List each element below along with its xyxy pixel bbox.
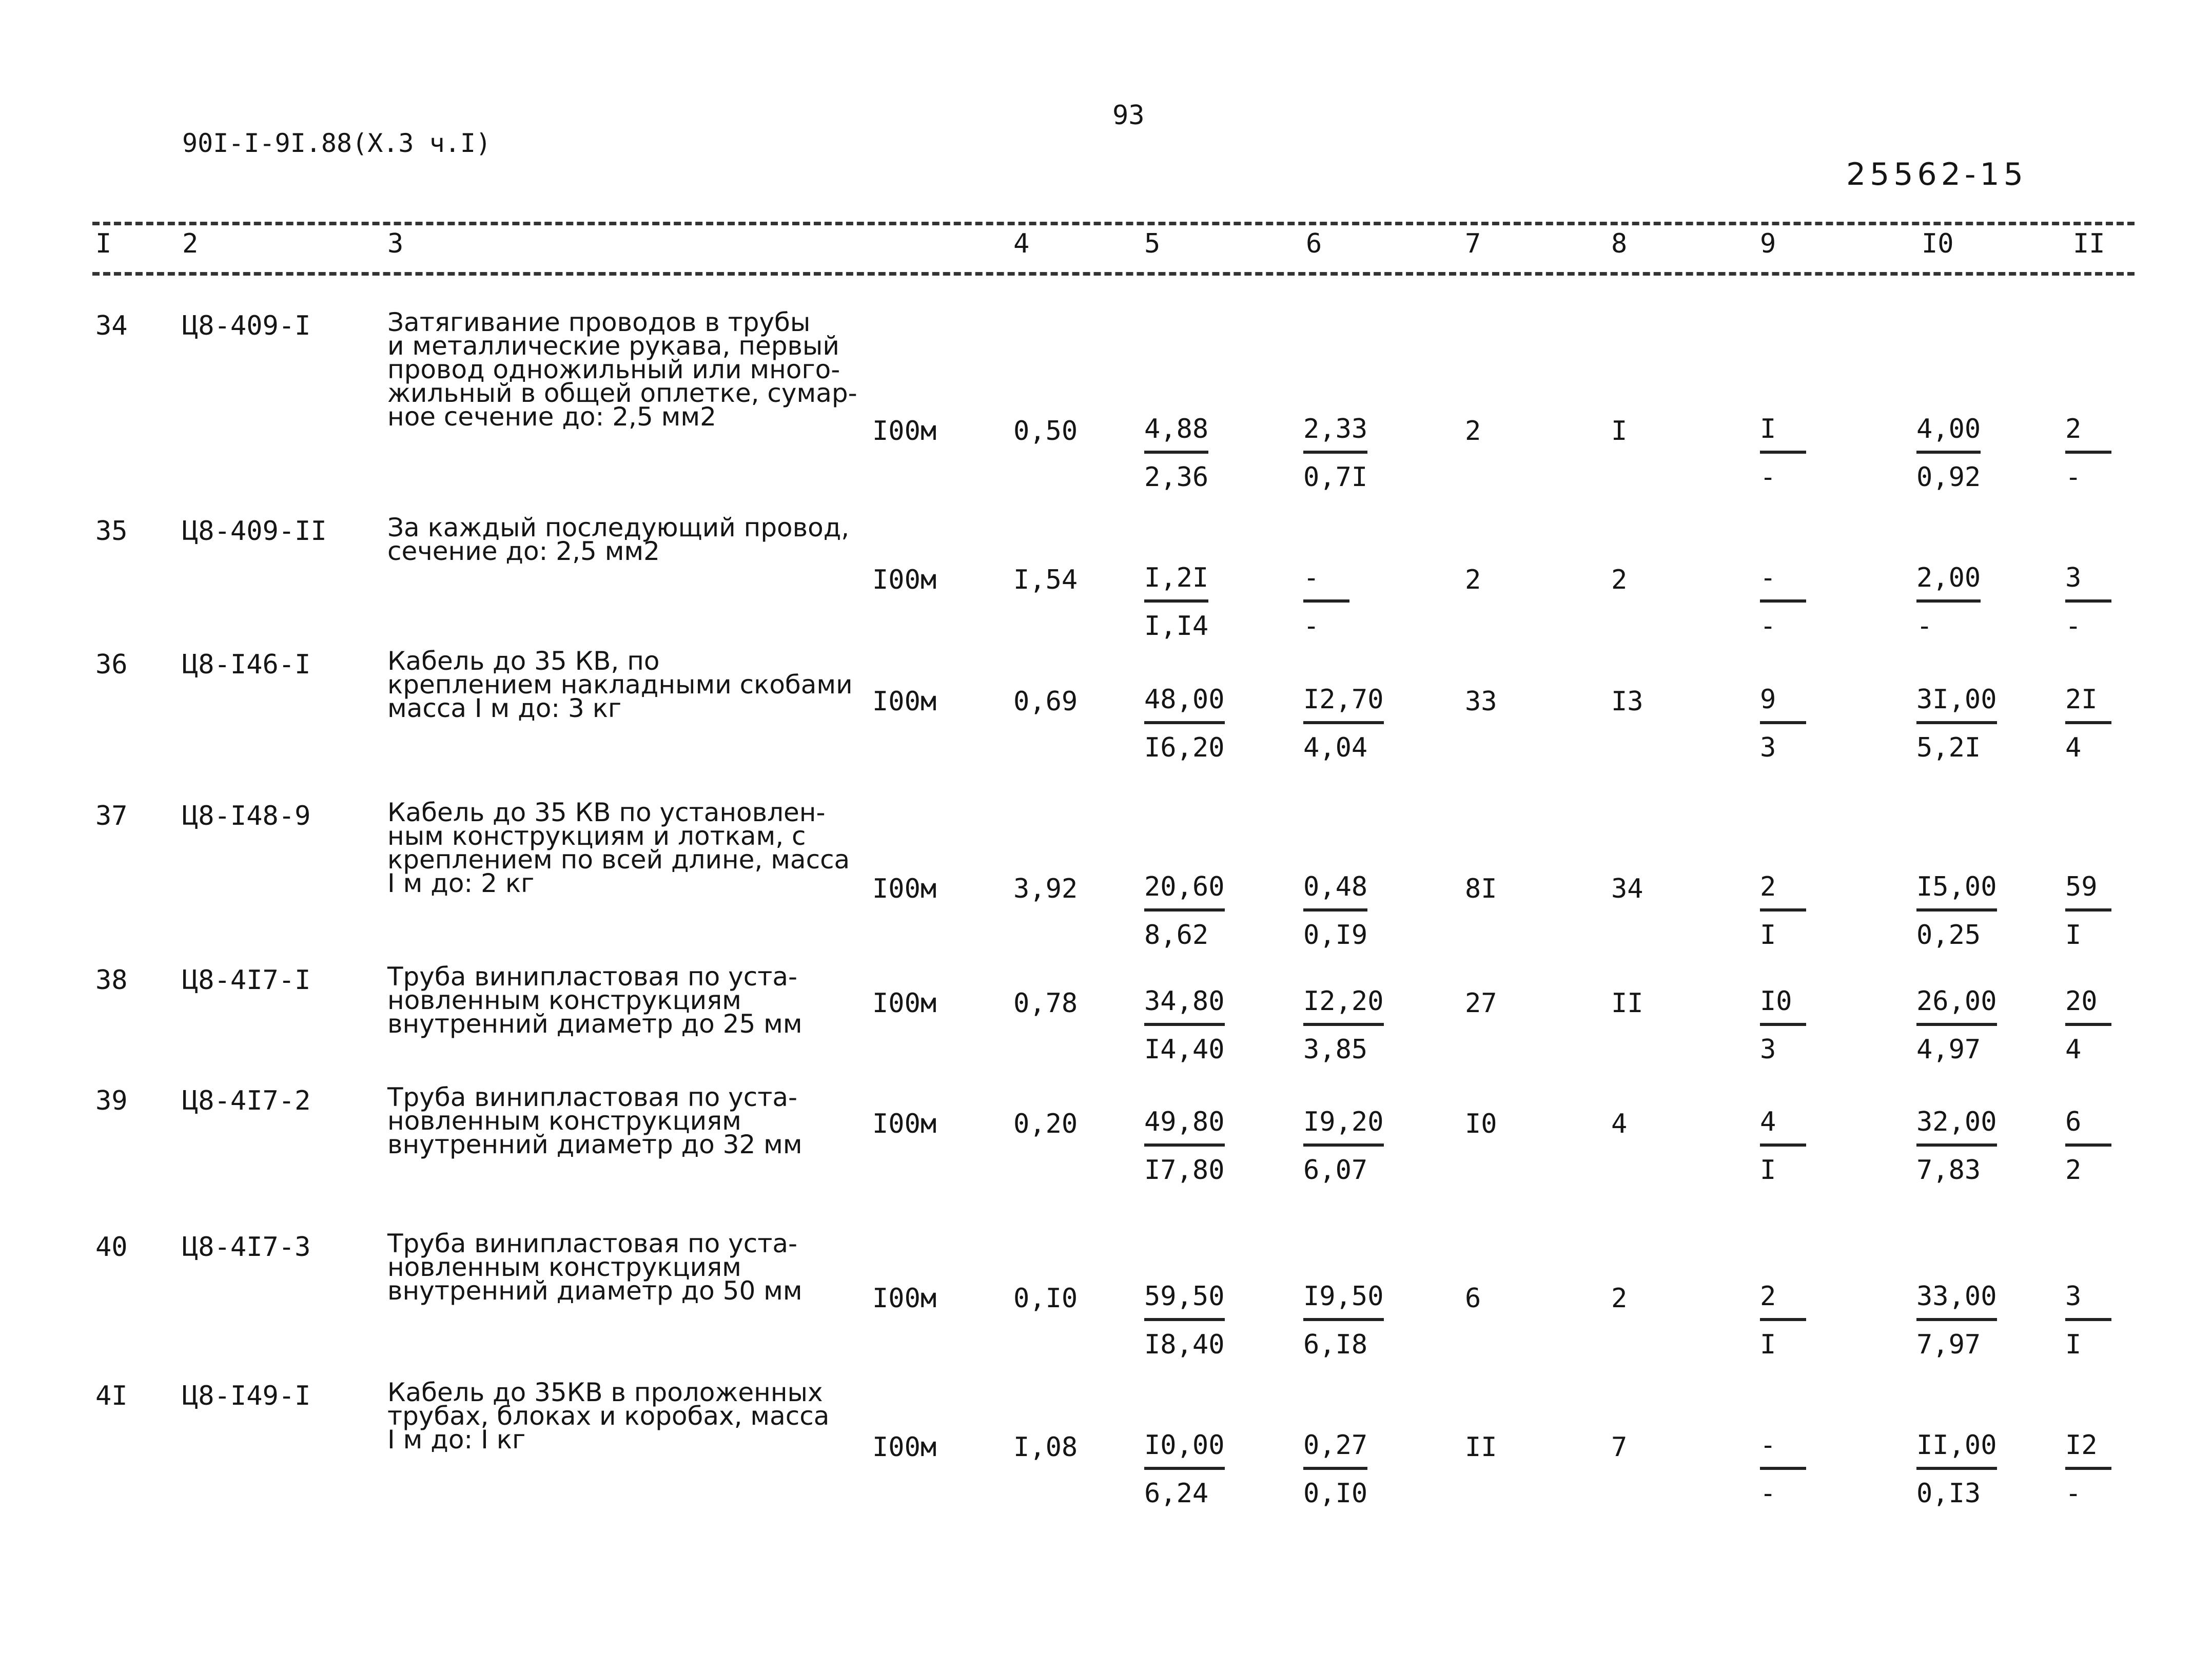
price-code: Ц8-4I7-2 xyxy=(182,1086,311,1116)
denominator: I xyxy=(1760,1155,1776,1186)
fraction-bar xyxy=(1303,1318,1384,1321)
numerator: 34,80 xyxy=(1144,986,1225,1017)
quantity: 0,20 xyxy=(1013,1109,1078,1139)
fraction-bar xyxy=(1303,1467,1367,1470)
fraction-bar xyxy=(1916,451,1981,454)
fraction-c11 xyxy=(2065,1283,2111,1358)
fraction-bar xyxy=(1760,451,1806,454)
column-header-11: II xyxy=(2073,228,2105,259)
fraction-bar xyxy=(1916,1143,1997,1147)
numerator: I xyxy=(1760,414,1776,444)
denominator: I xyxy=(2065,920,2082,951)
numerator: 9 xyxy=(1760,684,1776,715)
fraction-c11 xyxy=(2065,416,2111,491)
denominator: 0,92 xyxy=(1916,462,1981,493)
fraction-bar xyxy=(1144,599,1208,603)
fraction-bar xyxy=(1760,1143,1806,1147)
fraction-bar xyxy=(2065,908,2111,912)
denominator: 0,25 xyxy=(1916,920,1981,951)
numerator: 3 xyxy=(2065,1281,2082,1312)
work-description-line: новленным конструкциям xyxy=(387,985,741,1015)
fraction-bar xyxy=(2065,1023,2111,1026)
row-number: 35 xyxy=(95,516,128,547)
page-number: 93 xyxy=(1112,100,1145,131)
fraction-c5 xyxy=(1144,416,1208,491)
fraction-bar xyxy=(2065,1318,2111,1321)
numerator: I2,20 xyxy=(1303,986,1384,1017)
fraction-c10 xyxy=(1916,686,1997,761)
fraction-c9 xyxy=(1760,416,1806,491)
denominator: 4 xyxy=(2065,1034,2082,1065)
denominator: I,I4 xyxy=(1144,611,1209,642)
fraction-bar xyxy=(1916,1318,1997,1321)
fraction-c9 xyxy=(1760,563,1806,642)
numerator: - xyxy=(1303,563,1320,593)
fraction-bar xyxy=(1144,721,1225,724)
numerator: 3I,00 xyxy=(1916,684,1997,715)
numerator: 0,48 xyxy=(1303,871,1368,902)
document-code: 90I-I-9I.88(X.3 ч.I) xyxy=(182,128,492,158)
price-code: Ц8-I46-I xyxy=(182,649,311,680)
fraction-c10 xyxy=(1916,1283,1997,1358)
quantity: 0,I0 xyxy=(1013,1283,1078,1314)
denominator: - xyxy=(2065,462,2082,493)
quantity: I,54 xyxy=(1013,565,1078,595)
fraction-bar xyxy=(1144,908,1225,912)
denominator: 3 xyxy=(1760,732,1776,763)
row-number: 37 xyxy=(95,801,128,831)
unit: I00м xyxy=(872,1432,937,1463)
fraction-bar xyxy=(1760,721,1806,724)
denominator: I xyxy=(1760,920,1776,951)
work-description-line: и металлические рукава, первый xyxy=(387,331,839,361)
fraction-bar xyxy=(1303,451,1367,454)
fraction-bar xyxy=(1144,1467,1225,1470)
quantity: 0,69 xyxy=(1013,686,1078,717)
fraction-c10 xyxy=(1916,1109,1997,1184)
work-description-line: сечение до: 2,5 мм2 xyxy=(387,536,660,566)
work-description-line: Труба винипластовая по уста- xyxy=(387,1082,798,1112)
fraction-bar xyxy=(1916,599,1981,603)
numerator: I,2I xyxy=(1144,563,1209,593)
quantity: 3,92 xyxy=(1013,874,1078,904)
fraction-c6 xyxy=(1303,416,1367,491)
fraction-bar xyxy=(1303,908,1367,912)
column-header-10: I0 xyxy=(1922,228,1954,259)
numerator: 4 xyxy=(1760,1107,1776,1137)
fraction-c6 xyxy=(1303,1432,1367,1507)
fraction-c10 xyxy=(1916,988,1997,1063)
denominator: - xyxy=(2065,611,2082,642)
quantity: 0,50 xyxy=(1013,416,1078,447)
col-7-value: I0 xyxy=(1465,1109,1497,1139)
numerator: 4,88 xyxy=(1144,414,1209,444)
work-description-line: Труба винипластовая по уста- xyxy=(387,1229,798,1258)
numerator: I9,20 xyxy=(1303,1107,1384,1137)
unit: I00м xyxy=(872,686,937,717)
column-header-2: 2 xyxy=(182,228,199,259)
fraction-c9 xyxy=(1760,686,1806,761)
fraction-c6 xyxy=(1303,563,1349,642)
work-description-line: масса I м до: 3 кг xyxy=(387,693,622,723)
numerator: 2 xyxy=(1760,871,1776,902)
header-top-rule xyxy=(92,222,2135,225)
fraction-c9 xyxy=(1760,1109,1806,1184)
denominator: 5,2I xyxy=(1916,732,1981,763)
fraction-c10 xyxy=(1916,563,1981,642)
unit: I00м xyxy=(872,1283,937,1314)
fraction-bar xyxy=(2065,1467,2111,1470)
denominator: 6,I8 xyxy=(1303,1329,1368,1360)
denominator: 3 xyxy=(1760,1034,1776,1065)
work-description-line: Затягивание проводов в трубы xyxy=(387,307,811,337)
fraction-bar xyxy=(1144,1143,1225,1147)
fraction-bar xyxy=(1144,1023,1225,1026)
work-description-line: ным конструкциям и лоткам, с xyxy=(387,821,806,851)
col-7-value: 2 xyxy=(1465,416,1481,447)
price-code: Ц8-409-II xyxy=(182,516,327,547)
unit: I00м xyxy=(872,565,937,595)
denominator: 4,97 xyxy=(1916,1034,1981,1065)
denominator: 0,I3 xyxy=(1916,1478,1981,1509)
numerator: - xyxy=(1760,563,1776,593)
numerator: 2 xyxy=(1760,1281,1776,1312)
col-7-value: 33 xyxy=(1465,686,1497,717)
fraction-c9 xyxy=(1760,1283,1806,1358)
col-8-value: 2 xyxy=(1611,1283,1628,1314)
column-header-4: 4 xyxy=(1013,228,1030,259)
fraction-c6 xyxy=(1303,988,1384,1063)
fraction-c5 xyxy=(1144,988,1225,1063)
denominator: I xyxy=(2065,1329,2082,1360)
numerator: 2I xyxy=(2065,684,2098,715)
work-description-line: I м до: I кг xyxy=(387,1425,526,1455)
fraction-bar xyxy=(1760,1318,1806,1321)
numerator: 49,80 xyxy=(1144,1107,1225,1137)
denominator: I7,80 xyxy=(1144,1155,1225,1186)
work-description-line: новленным конструкциям xyxy=(387,1106,741,1136)
fraction-c10 xyxy=(1916,871,1997,951)
numerator: 0,27 xyxy=(1303,1430,1368,1461)
fraction-c11 xyxy=(2065,563,2111,642)
col-7-value: 2 xyxy=(1465,565,1481,595)
column-header-1: I xyxy=(95,228,112,259)
numerator: 6 xyxy=(2065,1107,2082,1137)
work-description-line: креплением по всей длине, масса xyxy=(387,845,850,875)
fraction-c11 xyxy=(2065,686,2111,761)
price-code: Ц8-I49-I xyxy=(182,1381,311,1411)
header-bottom-rule xyxy=(92,272,2135,276)
fraction-c5 xyxy=(1144,1283,1225,1358)
denominator: 3,85 xyxy=(1303,1034,1368,1065)
denominator: - xyxy=(1303,611,1320,642)
fraction-c11 xyxy=(2065,871,2111,951)
denominator: 0,I0 xyxy=(1303,1478,1368,1509)
denominator: I xyxy=(1760,1329,1776,1360)
fraction-bar xyxy=(1760,1023,1806,1026)
fraction-bar xyxy=(1916,721,1997,724)
fraction-bar xyxy=(1760,908,1806,912)
column-header-7: 7 xyxy=(1465,228,1481,259)
denominator: 0,I9 xyxy=(1303,920,1368,951)
numerator: 2 xyxy=(2065,414,2082,444)
work-description-line: Кабель до 35КВ в проложенных xyxy=(387,1378,823,1407)
numerator: 4,00 xyxy=(1916,414,1981,444)
work-description-line: Труба винипластовая по уста- xyxy=(387,962,798,992)
fraction-bar xyxy=(1303,721,1384,724)
numerator: 3 xyxy=(2065,563,2082,593)
fraction-c6 xyxy=(1303,871,1368,951)
quantity: 0,78 xyxy=(1013,988,1078,1019)
unit: I00м xyxy=(872,416,937,447)
denominator: 4,04 xyxy=(1303,732,1368,763)
col-8-value: I3 xyxy=(1611,686,1643,717)
col-7-value: 27 xyxy=(1465,988,1497,1019)
col-8-value: 4 xyxy=(1611,1109,1628,1139)
fraction-c5 xyxy=(1144,686,1225,761)
fraction-c11 xyxy=(2065,1432,2111,1507)
column-header-5: 5 xyxy=(1144,228,1161,259)
fraction-c9 xyxy=(1760,1432,1806,1507)
denominator: 4 xyxy=(2065,732,2082,763)
numerator: 2,00 xyxy=(1916,563,1981,593)
row-number: 40 xyxy=(95,1232,128,1263)
fraction-bar xyxy=(2065,451,2111,454)
work-description-line: внутренний диаметр до 25 мм xyxy=(387,1009,802,1039)
denominator: - xyxy=(1760,1478,1776,1509)
col-8-value: 7 xyxy=(1611,1432,1628,1463)
numerator: I2,70 xyxy=(1303,684,1384,715)
denominator: 6,07 xyxy=(1303,1155,1368,1186)
denominator: - xyxy=(1916,611,1933,642)
denominator: I4,40 xyxy=(1144,1034,1225,1065)
work-description-line: трубах, блоках и коробах, масса xyxy=(387,1401,830,1431)
work-description-line: ное сечение до: 2,5 мм2 xyxy=(387,402,716,432)
quantity: I,08 xyxy=(1013,1432,1078,1463)
numerator: II,00 xyxy=(1916,1430,1997,1461)
denominator: - xyxy=(2065,1478,2082,1509)
fraction-c5 xyxy=(1144,1432,1225,1507)
numerator: 59 xyxy=(2065,871,2098,902)
fraction-c5 xyxy=(1144,1109,1225,1184)
row-number: 34 xyxy=(95,311,128,341)
fraction-bar xyxy=(1144,1318,1225,1321)
price-code: Ц8-409-I xyxy=(182,311,311,341)
numerator: I0,00 xyxy=(1144,1430,1225,1461)
fraction-bar xyxy=(2065,721,2111,724)
denominator: 6,24 xyxy=(1144,1478,1209,1509)
denominator: I6,20 xyxy=(1144,732,1225,763)
column-header-3: 3 xyxy=(387,228,404,259)
fraction-bar xyxy=(1760,599,1806,603)
fraction-bar xyxy=(1303,1143,1384,1147)
denominator: 0,7I xyxy=(1303,462,1368,493)
denominator: I8,40 xyxy=(1144,1329,1225,1360)
fraction-c10 xyxy=(1916,416,1981,491)
fraction-bar xyxy=(1303,1023,1384,1026)
denominator: 7,97 xyxy=(1916,1329,1981,1360)
fraction-bar xyxy=(1916,1467,1997,1470)
numerator: 48,00 xyxy=(1144,684,1225,715)
denominator: - xyxy=(1760,462,1776,493)
numerator: 33,00 xyxy=(1916,1281,1997,1312)
fraction-c5 xyxy=(1144,871,1225,951)
work-description-line: внутренний диаметр до 32 мм xyxy=(387,1130,802,1159)
fraction-bar xyxy=(2065,599,2111,603)
fraction-c11 xyxy=(2065,988,2111,1063)
numerator: I9,50 xyxy=(1303,1281,1384,1312)
denominator: 2,36 xyxy=(1144,462,1209,493)
denominator: 7,83 xyxy=(1916,1155,1981,1186)
fraction-bar xyxy=(1916,908,1997,912)
column-header-8: 8 xyxy=(1611,228,1628,259)
work-description-line: внутренний диаметр до 50 мм xyxy=(387,1276,802,1306)
fraction-bar xyxy=(1144,451,1208,454)
fraction-bar xyxy=(1760,1467,1806,1470)
fraction-bar xyxy=(2065,1143,2111,1147)
numerator: 26,00 xyxy=(1916,986,1997,1017)
numerator: 20 xyxy=(2065,986,2098,1017)
col-7-value: 6 xyxy=(1465,1283,1481,1314)
unit: I00м xyxy=(872,988,937,1019)
fraction-c9 xyxy=(1760,871,1806,951)
fraction-c10 xyxy=(1916,1432,1997,1507)
fraction-c6 xyxy=(1303,1283,1384,1358)
numerator: 59,50 xyxy=(1144,1281,1225,1312)
numerator: 20,60 xyxy=(1144,871,1225,902)
numerator: 32,00 xyxy=(1916,1107,1997,1137)
fraction-c6 xyxy=(1303,1109,1384,1184)
numerator: I0 xyxy=(1760,986,1792,1017)
work-description-line: I м до: 2 кг xyxy=(387,868,535,898)
col-8-value: I xyxy=(1611,416,1628,447)
fraction-c11 xyxy=(2065,1109,2111,1184)
col-7-value: II xyxy=(1465,1432,1497,1463)
denominator: 8,62 xyxy=(1144,920,1209,951)
fraction-c9 xyxy=(1760,988,1806,1063)
col-8-value: 34 xyxy=(1611,874,1643,904)
price-code: Ц8-4I7-3 xyxy=(182,1232,311,1263)
col-8-value: 2 xyxy=(1611,565,1628,595)
row-number: 36 xyxy=(95,649,128,680)
numerator: - xyxy=(1760,1430,1776,1461)
row-number: 38 xyxy=(95,965,128,996)
work-description-line: жильный в общей оплетке, сумар- xyxy=(387,378,857,408)
column-header-6: 6 xyxy=(1306,228,1322,259)
price-code: Ц8-I48-9 xyxy=(182,801,311,831)
col-7-value: 8I xyxy=(1465,874,1497,904)
work-description-line: За каждый последующий провод, xyxy=(387,513,850,542)
price-code: Ц8-4I7-I xyxy=(182,965,311,996)
row-number: 4I xyxy=(95,1381,128,1411)
unit: I00м xyxy=(872,874,937,904)
numerator: 2,33 xyxy=(1303,414,1368,444)
work-description-line: провод одножильный или много- xyxy=(387,355,840,384)
fraction-c6 xyxy=(1303,686,1384,761)
row-number: 39 xyxy=(95,1086,128,1116)
fraction-c5 xyxy=(1144,563,1209,642)
fraction-bar xyxy=(1916,1023,1997,1026)
col-8-value: II xyxy=(1611,988,1643,1019)
work-description-line: Кабель до 35 КВ, по xyxy=(387,646,660,676)
document-stamp: 25562-15 xyxy=(1846,157,2027,192)
work-description-line: новленным конструкциям xyxy=(387,1252,741,1282)
numerator: I2 xyxy=(2065,1430,2098,1461)
denominator: 2 xyxy=(2065,1155,2082,1186)
unit: I00м xyxy=(872,1109,937,1139)
work-description-line: креплением накладными скобами xyxy=(387,670,853,700)
work-description-line: Кабель до 35 КВ по установлен- xyxy=(387,798,826,827)
numerator: I5,00 xyxy=(1916,871,1997,902)
fraction-bar xyxy=(1303,599,1349,603)
column-header-9: 9 xyxy=(1760,228,1776,259)
denominator: - xyxy=(1760,611,1776,642)
